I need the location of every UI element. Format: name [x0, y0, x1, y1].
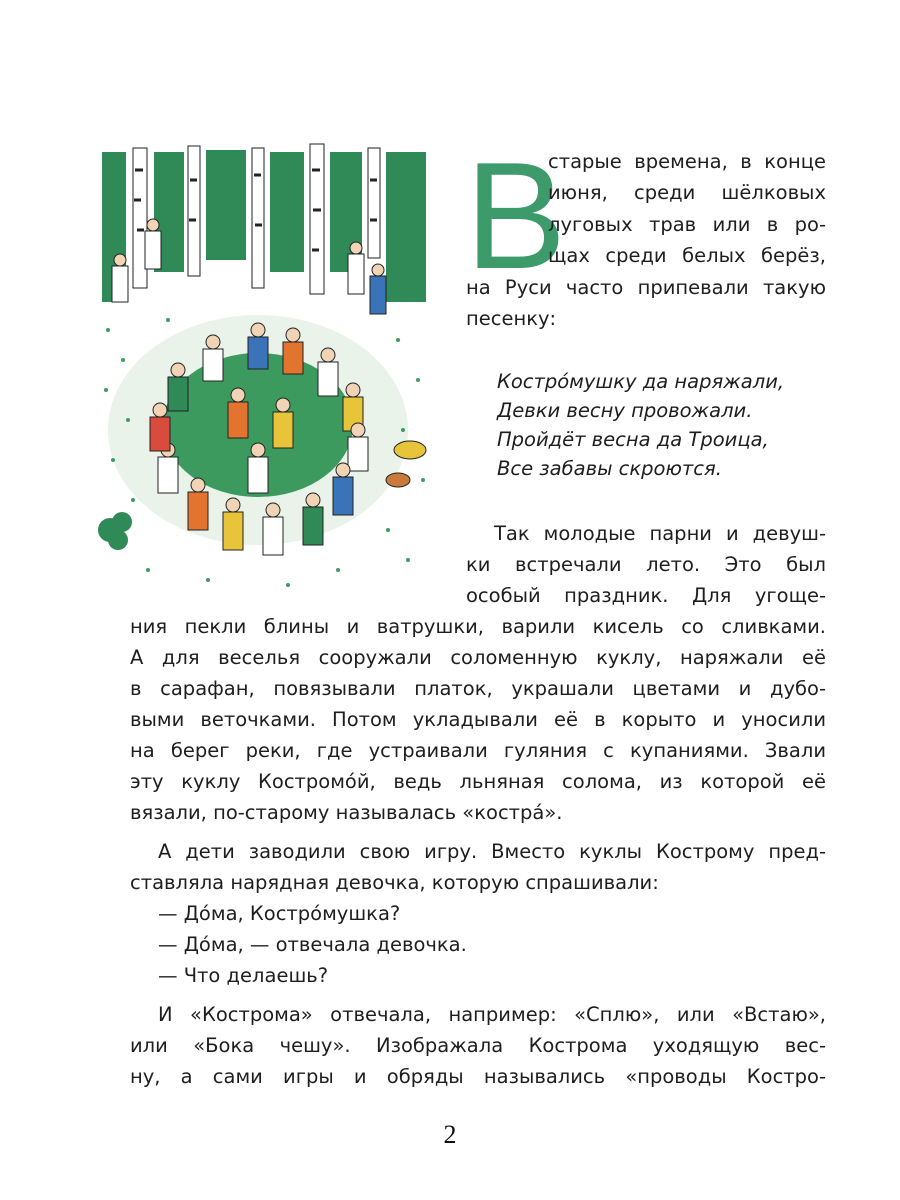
- para3-line-2: ставляла нарядная девочка, которую спрашивали:: [130, 871, 659, 894]
- para2-line-5: А для веселья сооружали соломенную куклу, наряжали её: [130, 646, 826, 669]
- para4-line-2: или «Бока чешу». Изображала Кострома уходящую вес-: [130, 1034, 826, 1057]
- verse-line-3: Пройдёт весна да Троица,: [497, 428, 769, 451]
- intro-line-3: луговых трав или в ро-: [548, 213, 826, 236]
- verse-line-2: Девки весну провожали.: [497, 399, 753, 422]
- para2-line-8: на берег реки, где устраивали гуляния с купаниями. Звали: [130, 739, 826, 762]
- para4-line-3: ну, а сами игры и обряды назывались «проводы Костро-: [130, 1065, 826, 1088]
- verse-line-1: Костро́мушку да наряжали,: [497, 370, 785, 393]
- para2-line-7: выми веточками. Потом укладывали её в корыто и уносили: [130, 708, 826, 731]
- intro-line-2: июня, среди шёлковых: [548, 181, 826, 204]
- page-number: 2: [443, 1120, 457, 1149]
- para2-line-1: Так молодые парни и девуш-: [494, 522, 826, 545]
- para2-line-2: ки встречали лето. Это был: [466, 553, 826, 576]
- para2-line-6: в сарафан, повязывали платок, украшали цветами и дубо-: [130, 677, 826, 700]
- para2-line-10: вязали, по-старому называлась «костра́».: [130, 801, 563, 824]
- intro-line-5: на Руси часто припевали такую: [466, 276, 826, 299]
- dialogue-line-2: — До́ма, — отвечала девочка.: [158, 933, 467, 956]
- intro-line-6: песенку:: [466, 307, 557, 330]
- intro-line-1: старые времена, в конце: [548, 150, 826, 173]
- drop-cap: В: [465, 131, 567, 301]
- para2-line-3: особый праздник. Для угоще-: [466, 584, 826, 607]
- dialogue-line-1: — До́ма, Костро́мушка?: [158, 902, 401, 925]
- round-dance-illustration: [88, 130, 438, 590]
- para2-line-9: эту куклу Костромо́й, ведь льняная солома, из которой её: [130, 770, 826, 793]
- para3-line-1: А дети заводили свою игру. Вместо куклы Кострому пред-: [158, 840, 826, 863]
- para4-line-1: И «Кострома» отвечала, например: «Сплю», или «Встаю»,: [158, 1003, 826, 1026]
- verse-line-4: Все забавы скроются.: [497, 457, 722, 480]
- para2-line-4: ния пекли блины и ватрушки, варили кисель со сливками.: [130, 615, 826, 638]
- dialogue-line-3: — Что делаешь?: [158, 964, 329, 987]
- intro-line-4: щах среди белых берёз,: [548, 244, 826, 267]
